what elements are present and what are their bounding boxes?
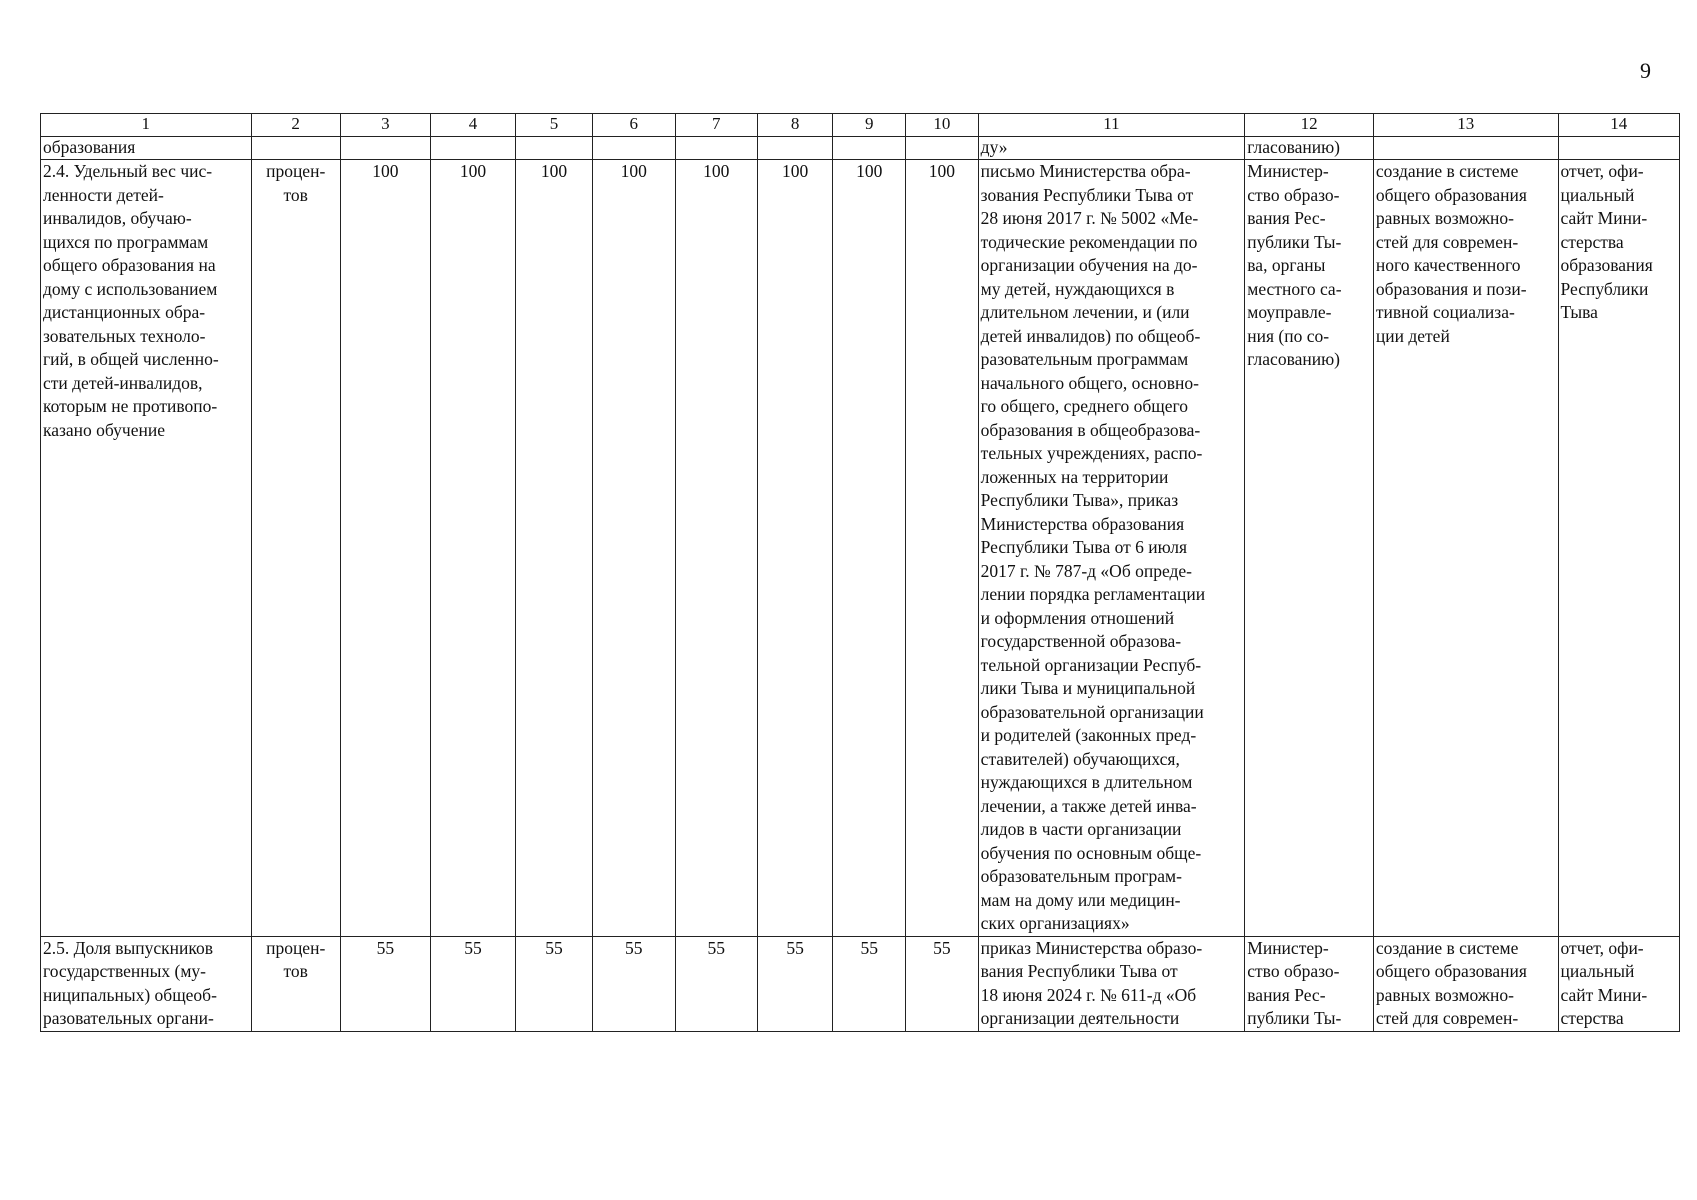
continuation-indicator-cell: образования bbox=[41, 137, 252, 160]
value-cell: 55 bbox=[516, 936, 593, 1031]
value-cell: 55 bbox=[906, 936, 979, 1031]
result-cell: создание в системе общего образования равных возможно- стей для современ- bbox=[1373, 936, 1558, 1031]
table-row bbox=[41, 160, 1680, 937]
basis-cell: приказ Министерства образо- вания Республики Тыва от 18 июня 2024 г. № 611-д «Об организации деятельности bbox=[978, 936, 1245, 1031]
value-cell: 55 bbox=[675, 936, 757, 1031]
indicators-table bbox=[40, 113, 1680, 1032]
unit-cell: процен- тов bbox=[251, 160, 340, 937]
column-number: 12 bbox=[1245, 114, 1374, 137]
column-number: 9 bbox=[833, 114, 906, 137]
responsible-cell: Министер- ство образо- вания Рес- публики Ты- ва, органы местного са- моуправле- ния (по со- гласованию) bbox=[1245, 160, 1374, 937]
column-number-row bbox=[41, 114, 1680, 137]
column-number: 3 bbox=[340, 114, 430, 137]
value-cell: 100 bbox=[675, 160, 757, 937]
column-number: 5 bbox=[516, 114, 593, 137]
source-cell: отчет, офи- циальный сайт Мини- стерства образования Республики Тыва bbox=[1558, 160, 1679, 937]
value-cell: 55 bbox=[592, 936, 675, 1031]
column-number: 14 bbox=[1558, 114, 1679, 137]
column-number: 10 bbox=[906, 114, 979, 137]
column-number: 1 bbox=[41, 114, 252, 137]
column-number: 13 bbox=[1373, 114, 1558, 137]
value-cell: 100 bbox=[340, 160, 430, 937]
continuation-responsible-cell: гласованию) bbox=[1245, 137, 1374, 160]
basis-cell: письмо Министерства обра- зования Республики Тыва от 28 июня 2017 г. № 5002 «Ме- тодические рекомендации по организации обучения на до- му детей, нуждающихся в длительном лечении, и (или детей инвалидов) по общеоб- разовательным программам начального общего, основно- го общего, среднего общего образования в общеобразова- тельных учреждениях, распо- ложенных на территории Республики Тыва», приказ Министерства образования Республики Тыва от 6 июля 2017 г. № 787-д «Об опреде- лении порядка регламентации и оформления отношений государственной образова- тельной организации Респуб- лики Тыва и муниципальной образовательной организации и родителей (законных пред- ставителей) обучающихся, нуждающихся в длительном лечении, а также детей инва- лидов в части организации обучения по основным обще- образовательным програм- мам на дому или медицин- ских организациях» bbox=[978, 160, 1245, 937]
column-number: 6 bbox=[592, 114, 675, 137]
value-cell: 55 bbox=[757, 936, 833, 1031]
value-cell: 100 bbox=[833, 160, 906, 937]
column-number: 4 bbox=[431, 114, 516, 137]
column-number: 2 bbox=[251, 114, 340, 137]
indicator-cell: 2.5. Доля выпускников государственных (му- ниципальных) общеоб- разовательных органи- bbox=[41, 936, 252, 1031]
table-row bbox=[41, 936, 1680, 1031]
column-number: 8 bbox=[757, 114, 833, 137]
unit-cell: процен- тов bbox=[251, 936, 340, 1031]
responsible-cell: Министер- ство образо- вания Рес- публики Ты- bbox=[1245, 936, 1374, 1031]
continuation-row bbox=[41, 137, 1680, 160]
value-cell: 100 bbox=[431, 160, 516, 937]
result-cell: создание в системе общего образования равных возможно- стей для современ- ного качественного образования и пози- тивной социализа- ции детей bbox=[1373, 160, 1558, 937]
source-cell: отчет, офи- циальный сайт Мини- стерства bbox=[1558, 936, 1679, 1031]
value-cell: 55 bbox=[340, 936, 430, 1031]
value-cell: 100 bbox=[757, 160, 833, 937]
value-cell: 100 bbox=[516, 160, 593, 937]
continuation-basis-cell: ду» bbox=[978, 137, 1245, 160]
value-cell: 100 bbox=[906, 160, 979, 937]
indicator-cell: 2.4. Удельный вес чис- ленности детей- инвалидов, обучаю- щихся по программам общего образования на дому с использованием дистанционных обра- зовательных техноло- гий, в общей численно- сти детей-инвалидов, которым не противопо- казано обучение bbox=[41, 160, 252, 937]
value-cell: 55 bbox=[431, 936, 516, 1031]
column-number: 7 bbox=[675, 114, 757, 137]
page-number: 9 bbox=[1640, 58, 1651, 83]
value-cell: 55 bbox=[833, 936, 906, 1031]
value-cell: 100 bbox=[592, 160, 675, 937]
column-number: 11 bbox=[978, 114, 1245, 137]
